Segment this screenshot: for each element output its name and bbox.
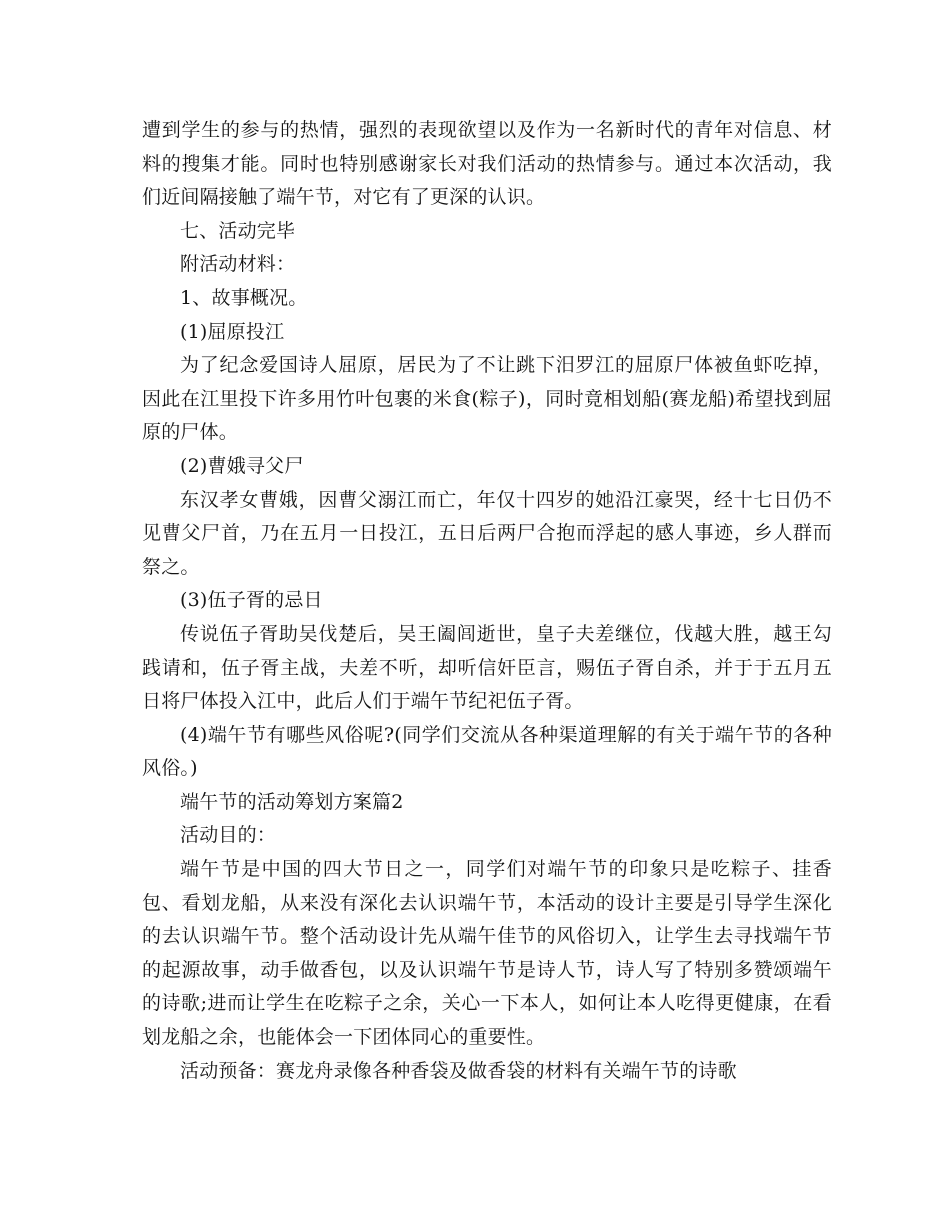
paragraph-closing-thanks: 遭到学生的参与的热情，强烈的表现欲望以及作为一名新时代的青年对信息、材料的搜集才能。同时也特别感谢家长对我们活动的热情参与。通过本次活动，我们近间隔接触了端午节，对它有了更深的认识。 (142, 119, 832, 209)
heading-cao-e: (2)曹娥寻父尸 (180, 454, 304, 477)
heading-activity-end: 七、活动完毕 (180, 219, 296, 242)
heading-wu-zixu: (3)伍子胥的忌日 (180, 589, 323, 612)
document-body (142, 114, 832, 1088)
paragraph-customs-question: (4)端午节有哪些风俗呢?(同学们交流从各种渠道理解的有关于端午节的各种风俗。) (142, 723, 832, 780)
heading-activity-purpose: 活动目的： (180, 824, 277, 847)
heading-story-overview: 1、故事概况。 (180, 286, 308, 309)
heading-attached-materials: 附活动材料： (180, 253, 296, 276)
paragraph-quyuan: 为了纪念爱国诗人屈原，居民为了不让跳下汨罗江的屈原尸体被鱼虾吃掉，因此在江里投下许多用竹叶包裹的米食(粽子)，同时竟相划船(赛龙船)希望找到屈原的尸体。 (142, 354, 832, 444)
paragraph-cao-e: 东汉孝女曹娥，因曹父溺江而亡，年仅十四岁的她沿江豪哭，经十七日仍不见曹父尸首，乃在五月一日投江，五日后两尸合抱而浮起的感人事迹，乡人群而祭之。 (142, 488, 832, 578)
section-title-plan-2: 端午节的活动筹划方案篇2 (180, 790, 404, 813)
paragraph-wu-zixu: 传说伍子胥助吴伐楚后，吴王阖闾逝世，皇子夫差继位，伐越大胜，越王勾践请和，伍子胥主战，夫差不听，却听信奸臣言，赐伍子胥自杀，并于于五月五日将尸体投入江中，此后人们于端午节纪祀伍子胥。 (142, 622, 832, 713)
paragraph-activity-purpose: 端午节是中国的四大节日之一，同学们对端午节的印象只是吃粽子、挂香包、看划龙船，从来没有深化去认识端午节，本活动的设计主要是引导学生深化的去认识端午节。整个活动设计先从端午佳节的风俗切入，让学生去寻找端午节的起源故事，动手做香包，以及认识端午节是诗人节，诗人写了特别多赞颂端午的诗歌;进而让学生在吃粽子之余，关心一下本人，如何让本人吃得更健康，在看划龙船之余，也能体会一下团体同心的重要性。 (142, 858, 832, 1049)
paragraph-activity-preparation: 活动预备：赛龙舟录像各种香袋及做香袋的材料有关端午节的诗歌 (180, 1059, 737, 1082)
heading-quyuan: (1)屈原投江 (180, 320, 285, 343)
